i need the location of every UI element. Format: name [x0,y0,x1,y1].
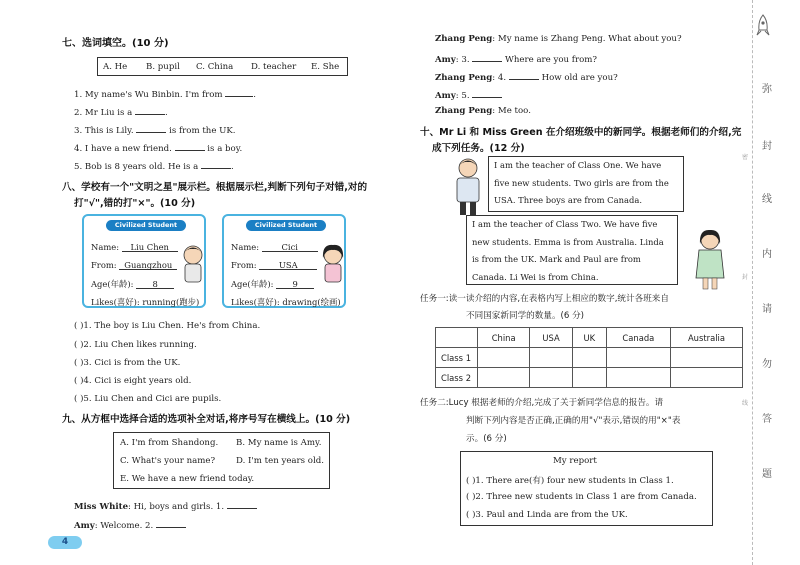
table-cell[interactable] [478,348,530,368]
table-cell[interactable] [606,368,670,388]
answer-blank[interactable] [136,124,166,133]
task2-line-1: 任务二:Lucy 根据老师的介绍,完成了关于新同学信息的报告。请 [420,398,664,408]
s7-question-3: 3. This is Lily. is from the UK. [74,126,236,136]
s7-question-2: 2. Mr Liu is a . [74,108,168,118]
card-name: Cici [262,242,318,252]
col-australia: Australia [670,328,742,348]
card-name: Liu Chen [122,242,178,252]
s7-question-1: 1. My name's Wu Binbin. I'm from . [74,90,257,100]
page-number: 4 [48,536,82,549]
report-title: My report [553,456,597,466]
card-title: Civilized Student [246,220,326,231]
section7-heading: 七、选词填空。(10 分) [62,38,169,49]
table-cell[interactable] [670,368,742,388]
table-row [436,348,743,368]
option-b: B. My name is Amy. [236,438,322,448]
side-small-char: 密 [742,154,749,161]
student-card-liu-chen: Civilized Student Name: Liu Chen From: Guangzhou Age(年龄): 8 Likes(喜好): running(跑步) [82,214,206,308]
card-age: 9 [276,279,314,289]
section9-heading: 九、从方框中选择合适的选项补全对话,将序号写在横线上。(10 分) [62,414,351,425]
s8-statement-3: ( )3. Cici is from the UK. [74,358,181,368]
answer-blank[interactable] [175,142,205,151]
answer-blank[interactable] [135,106,165,115]
rocket-icon [755,14,771,38]
col-china: China [478,328,530,348]
section8-heading-2: 打"√",错的打"×"。(10 分) [74,198,196,209]
side-char: 题 [762,469,772,480]
side-char: 内 [762,249,772,260]
option-d: D. I'm ten years old. [236,456,324,466]
s8-statement-1: ( )1. The boy is Liu Chen. He's from China. [74,321,261,331]
card-likes: drawing(绘画) [282,297,341,307]
answer-blank[interactable] [227,500,257,509]
report-item-2: ( )2. Three new students in Class 1 are from Canada. [466,492,697,502]
answer-blank[interactable] [509,71,539,80]
row-label: Class 1 [436,348,478,368]
report-item-1: ( )1. There are(有) four new students in Class 1. [466,476,674,486]
s7-question-4: 4. I have a new friend. is a boy. [74,144,243,154]
section10-heading: 十、Mr Li 和 Miss Green 在介绍班级中的新同学。根据老师们的介绍,完 [420,127,742,138]
option-d: D. teacher [251,62,297,72]
task2-line-3: 示。(6 分) [466,434,507,444]
answer-blank[interactable] [201,160,231,169]
table-cell[interactable] [572,368,606,388]
table-cell[interactable] [530,348,572,368]
table-cell[interactable] [572,348,606,368]
table-cell[interactable] [530,368,572,388]
option-e: E. She [311,62,340,72]
report-item-3: ( )3. Paul and Linda are from the UK. [466,510,628,520]
s8-statement-4: ( )4. Cici is eight years old. [74,376,192,386]
card-from: Guangzhou [119,260,177,270]
table-cell[interactable] [606,348,670,368]
option-c: C. China [196,62,234,72]
speech-bubble-mr-li: I am the teacher of Class One. We have five new students. Two girls are from the USA. Three boys are from Canada. [488,156,684,212]
option-a: A. I'm from Shandong. [120,438,219,448]
section10-heading-2: 成下列任务。(12 分) [432,143,525,154]
task1-line-1: 任务一:读一读介绍的内容,在表格内写上相应的数字,统计各班来自 [420,294,669,304]
side-small-char: 封 [742,274,749,281]
speech-bubble-miss-green: I am the teacher of Class Two. We have five new students. Emma is from Australia. Linda is from the UK. Mark and Paul are from Canada. Li Wei is from China. [466,215,678,285]
side-char: 勿 [762,359,772,370]
student-card-cici: Civilized Student Name: Cici From: USA Age(年龄): 9 Likes(喜好): drawing(绘画) [222,214,346,308]
mr-li-illustration [448,156,488,216]
section8-heading: 八、学校有一个"文明之星"展示栏。根据展示栏,判断下列句子对错,对的 [62,182,368,193]
answer-blank[interactable] [472,89,502,98]
option-e: E. We have a new friend today. [120,474,255,484]
dialogue-line-1: Miss White: Hi, boys and girls. 1. [74,500,257,512]
report-box [460,451,713,526]
table-cell[interactable] [478,368,530,388]
table-cell[interactable] [670,348,742,368]
table-row [436,368,743,388]
col-usa: USA [530,328,572,348]
s8-statement-2: ( )2. Liu Chen likes running. [74,340,197,350]
dialogue-line-4: Amy: 3. Where are you from? [435,55,598,65]
section9-option-box [113,432,330,489]
s8-statement-5: ( )5. Liu Chen and Cici are pupils. [74,394,222,404]
answer-blank[interactable] [225,88,253,97]
card-title: Civilized Student [106,220,186,231]
option-b: B. pupil [146,62,180,72]
boy-illustration [180,244,206,284]
dialogue-line-5: Zhang Peng: 4. How old are you? [435,73,618,83]
girl-illustration [320,244,346,284]
dialogue-line-2: Amy: Welcome. 2. [74,519,186,531]
side-char: 线 [762,194,772,205]
side-char: 封 [762,141,772,152]
side-char: 弥 [762,84,772,95]
card-likes: running(跑步) [142,297,200,307]
student-count-table [435,327,743,388]
side-char: 请 [762,304,772,315]
right-page [400,0,800,565]
task1-line-2: 不同国家新同学的数量。(6 分) [466,311,585,321]
table-header-row [436,328,743,348]
col-canada: Canada [606,328,670,348]
option-a: A. He [103,62,128,72]
answer-blank[interactable] [472,53,502,62]
dialogue-line-6: Amy: 5. [435,89,502,101]
side-char: 答 [762,414,772,425]
miss-green-illustration [690,228,730,290]
dialogue-line-7: Zhang Peng: Me too. [435,106,531,116]
section7-option-box [97,57,348,76]
answer-blank[interactable] [156,519,186,528]
col-uk: UK [572,328,606,348]
side-small-char: 线 [742,400,749,407]
card-from: USA [259,260,317,270]
row-label: Class 2 [436,368,478,388]
s7-question-5: 5. Bob is 8 years old. He is a . [74,162,234,172]
task2-line-2: 判断下列内容是否正确,正确的用"√"表示,错误的用"×"表 [466,416,681,426]
binding-line [752,0,753,565]
dialogue-line-3: Zhang Peng: My name is Zhang Peng. What about you? [435,34,682,44]
option-c: C. What's your name? [120,456,216,466]
card-age: 8 [136,279,174,289]
